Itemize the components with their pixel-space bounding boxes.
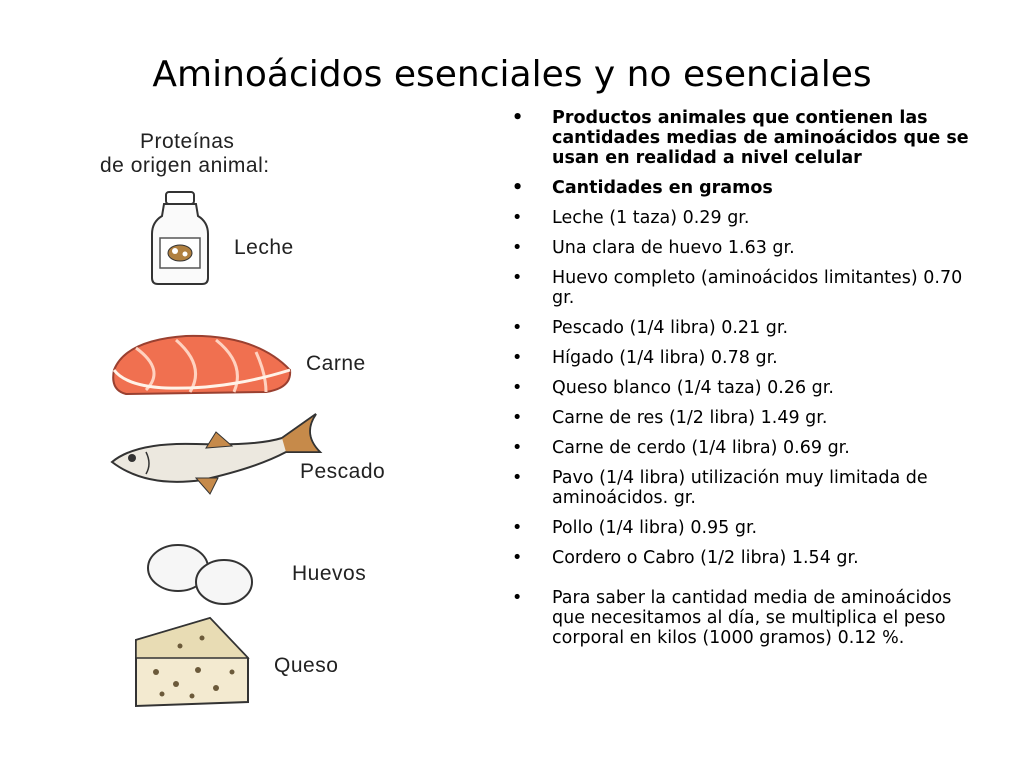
bullet-item: • Para saber la cantidad media de aminoácidos que necesitamos al día, se multiplica el peso corporal en kilos (1000 gramos) 0.12 %. bbox=[512, 588, 972, 648]
animal-protein-illustration bbox=[70, 118, 430, 718]
illustration-heading-line2: de origen animal: bbox=[100, 154, 270, 177]
bullet-item: • Carne de res (1/2 libra) 1.49 gr. bbox=[512, 408, 972, 428]
cheese-icon bbox=[132, 614, 252, 710]
bullet-item: • Carne de cerdo (1/4 libra) 0.69 gr. bbox=[512, 438, 972, 458]
amino-acid-bullet-list bbox=[512, 108, 972, 658]
bullet-item: • Huevo completo (aminoácidos limitantes) 0.70 gr. bbox=[512, 268, 972, 308]
bullet-item: • Pescado (1/4 libra) 0.21 gr. bbox=[512, 318, 972, 338]
bullet-item: • Leche (1 taza) 0.29 gr. bbox=[512, 208, 972, 228]
eggs-icon bbox=[134, 538, 264, 608]
bullet-item: • Cantidades en gramos bbox=[512, 178, 972, 198]
bullet-item: • Pollo (1/4 libra) 0.95 gr. bbox=[512, 518, 972, 538]
fish-icon bbox=[106, 408, 326, 500]
slide-title: Aminoácidos esenciales y no esenciales bbox=[152, 54, 872, 96]
bullet-item: • Pavo (1/4 libra) utilización muy limitada de aminoácidos. gr. bbox=[512, 468, 972, 508]
bullet-item: • Una clara de huevo 1.63 gr. bbox=[512, 238, 972, 258]
meat-icon bbox=[106, 330, 296, 398]
illustration-heading bbox=[100, 130, 270, 178]
bullet-item: • Queso blanco (1/4 taza) 0.26 gr. bbox=[512, 378, 972, 398]
food-label-queso: Queso bbox=[274, 654, 339, 677]
bullet-item: • Hígado (1/4 libra) 0.78 gr. bbox=[512, 348, 972, 368]
food-label-carne: Carne bbox=[306, 352, 366, 375]
milk-bottle-icon bbox=[148, 190, 212, 286]
bullet-item: • Productos animales que contienen las cantidades medias de aminoácidos que se usan en realidad a nivel celular bbox=[512, 108, 972, 168]
bullet-item: • Cordero o Cabro (1/2 libra) 1.54 gr. bbox=[512, 548, 972, 568]
illustration-heading-line1: Proteínas bbox=[140, 130, 235, 153]
food-label-pescado: Pescado bbox=[300, 460, 386, 483]
food-label-huevos: Huevos bbox=[292, 562, 367, 585]
food-label-leche: Leche bbox=[234, 236, 294, 259]
